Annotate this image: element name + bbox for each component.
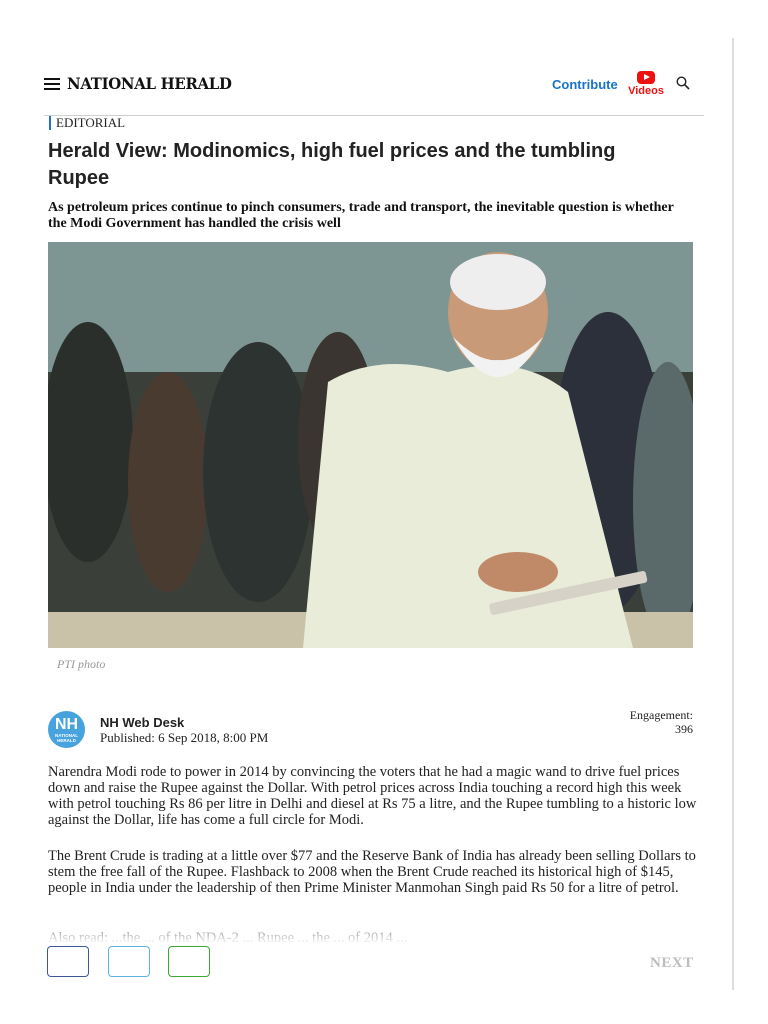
menu-icon[interactable]	[44, 78, 60, 90]
videos-label: Videos	[628, 85, 664, 97]
hero-image	[48, 242, 693, 648]
article-title: Herald View: Modinomics, high fuel prices and the tumbling Rupee	[48, 140, 616, 189]
next-article-button[interactable]: NEXT	[650, 955, 694, 971]
avatar-initials: NH	[54, 716, 79, 733]
article-paragraph: The Brent Crude is trading at a little over $77 and the Reserve Bank of India has already been selling Dollars to stem the free fall of the Rupee. Flashback to 2008 when the Brent Crude reached its historical high of $145, people in India under the leadership of then Prime Minister Manmohan Singh paid Rs 50 for a litre of petrol.	[48, 848, 696, 896]
header-divider	[44, 115, 704, 116]
facebook-share-button[interactable]	[47, 946, 89, 977]
image-caption: PTI photo	[57, 657, 106, 671]
contribute-link[interactable]: Contribute	[552, 77, 618, 92]
engagement-stat	[600, 708, 693, 736]
youtube-icon	[637, 71, 655, 84]
page-right-border	[732, 38, 734, 990]
author-name[interactable]: NH Web Desk	[100, 715, 185, 730]
content-fade	[0, 930, 732, 944]
published-date: Published: 6 Sep 2018, 8:00 PM	[100, 730, 269, 745]
twitter-share-button[interactable]	[108, 946, 150, 977]
search-icon[interactable]	[676, 76, 690, 90]
whatsapp-share-button[interactable]	[168, 946, 210, 977]
engagement-count: 396	[675, 722, 693, 736]
article-subtitle: As petroleum prices continue to pinch consumers, trade and transport, the inevitable question is whether the Modi Government has handled the crisis well	[48, 200, 674, 231]
site-logo[interactable]: NATIONAL HERALD	[67, 74, 232, 93]
article-paragraph: Narendra Modi rode to power in 2014 by convincing the voters that he had a magic wand to drive fuel prices down and raise the Rupee against the Dollar. With petrol prices across India touching a record high this week with petrol touching Rs 86 per litre in Delhi and diesel at Rs 75 a litre, and the Rupee tumbling to a historic low against the Dollar, life has come a full circle for Modi.	[48, 764, 697, 828]
engagement-label: Engagement:	[629, 708, 693, 722]
section-label[interactable]: EDITORIAL	[49, 116, 125, 130]
author-avatar[interactable]	[48, 711, 85, 748]
videos-link[interactable]	[626, 71, 666, 97]
avatar-subtext: NATIONAL HERALD	[55, 733, 78, 743]
site-header	[0, 66, 704, 114]
